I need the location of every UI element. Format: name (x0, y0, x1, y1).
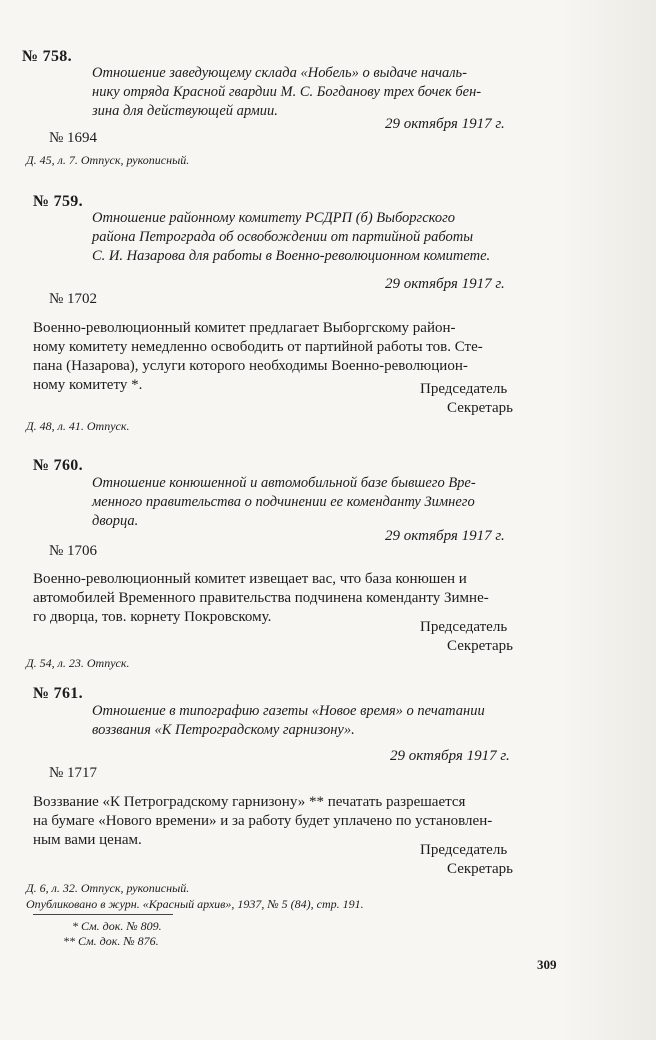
entry-761-date: 29 октября 1917 г. (390, 748, 510, 764)
entry-761-title (92, 702, 558, 740)
entry-760-signature-chairman: Председатель (420, 619, 508, 635)
entry-761-doc-number: № 1717 (49, 765, 98, 781)
entry-760-title (92, 474, 558, 531)
title-line: Отношение конюшенной и автомобильной базе бывшего Вре- (92, 475, 476, 491)
footnote-divider (33, 914, 173, 915)
entry-759-number: № 759. (33, 193, 83, 210)
title-line: нику отряда Красной гвардии М. С. Богданову трех бочек бен- (92, 84, 482, 100)
entry-760-doc-number: № 1706 (49, 543, 98, 559)
title-line: района Петрограда об освобождении от партийной работы (92, 229, 474, 245)
title-line: Отношение в типографию газеты «Новое время» о печатании (92, 703, 485, 719)
body-line: ным вами ценам. (33, 832, 142, 848)
entry-759-date: 29 октября 1917 г. (385, 276, 505, 292)
footnotes (63, 919, 162, 949)
title-line: зина для действующей армии. (92, 103, 278, 119)
body-line: го дворца, тов. корнету Покровскому. (33, 609, 272, 625)
entry-760-signature-secretary: Секретарь (447, 638, 514, 654)
title-line: С. И. Назарова для работы в Военно-революционном комитете. (92, 248, 491, 264)
entry-761-source (26, 880, 364, 912)
title-line: дворца. (92, 513, 139, 529)
entry-758-doc-number: № 1694 (49, 130, 98, 146)
entry-761-signature-secretary: Секретарь (447, 861, 514, 877)
source-line: Опубликовано в журн. «Красный архив», 1937, № 5 (84), стр. 191. (26, 897, 364, 911)
page-number: 309 (537, 957, 557, 972)
body-line: Военно-революционный комитет извещает вас, что база конюшен и (33, 571, 467, 587)
entry-761-signature-chairman: Председатель (420, 842, 508, 858)
title-line: воззвания «К Петроградскому гарнизону». (92, 722, 355, 738)
body-line: ному комитету *. (33, 377, 143, 393)
entry-758-source: Д. 45, л. 7. Отпуск, рукописный. (26, 153, 190, 167)
body-line: пана (Назарова), услуги которого необходимы Военно-революцион- (33, 358, 468, 374)
entry-759-signature-chairman: Председатель (420, 381, 508, 397)
entry-760-date: 29 октября 1917 г. (385, 528, 505, 544)
entry-759-source: Д. 48, л. 41. Отпуск. (26, 419, 130, 433)
body-line: автомобилей Временного правительства подчинена коменданту Зимне- (33, 590, 489, 606)
entry-759-signature-secretary: Секретарь (447, 400, 514, 416)
entry-760-source: Д. 54, л. 23. Отпуск. (26, 656, 130, 670)
entry-761-number: № 761. (33, 685, 83, 702)
entry-758-number: № 758. (22, 48, 72, 65)
entry-759-title (92, 209, 558, 266)
entry-758-date: 29 октября 1917 г. (385, 116, 505, 132)
footnote: ** См. док. № 876. (63, 934, 159, 948)
source-line: Д. 6, л. 32. Отпуск, рукописный. (26, 881, 190, 895)
body-line: Военно-революционный комитет предлагает Выборгскому район- (33, 320, 456, 336)
entry-758-title (92, 64, 556, 121)
page-edge-shadow (560, 0, 656, 1040)
footnote: * См. док. № 809. (72, 919, 162, 933)
title-line: Отношение районному комитету РСДРП (б) Выборгского (92, 210, 456, 226)
body-line: на бумаге «Нового времени» и за работу будет уплачено по установлен- (33, 813, 493, 829)
entry-759-doc-number: № 1702 (49, 291, 98, 307)
body-line: Воззвание «К Петроградскому гарнизону» ** печатать разрешается (33, 794, 466, 810)
entry-760-number: № 760. (33, 457, 83, 474)
body-line: ному комитету немедленно освободить от партийной работы тов. Сте- (33, 339, 483, 355)
title-line: менного правительства о подчинении ее коменданту Зимнего (92, 494, 475, 510)
title-line: Отношение заведующему склада «Нобель» о выдаче началь- (92, 65, 467, 81)
